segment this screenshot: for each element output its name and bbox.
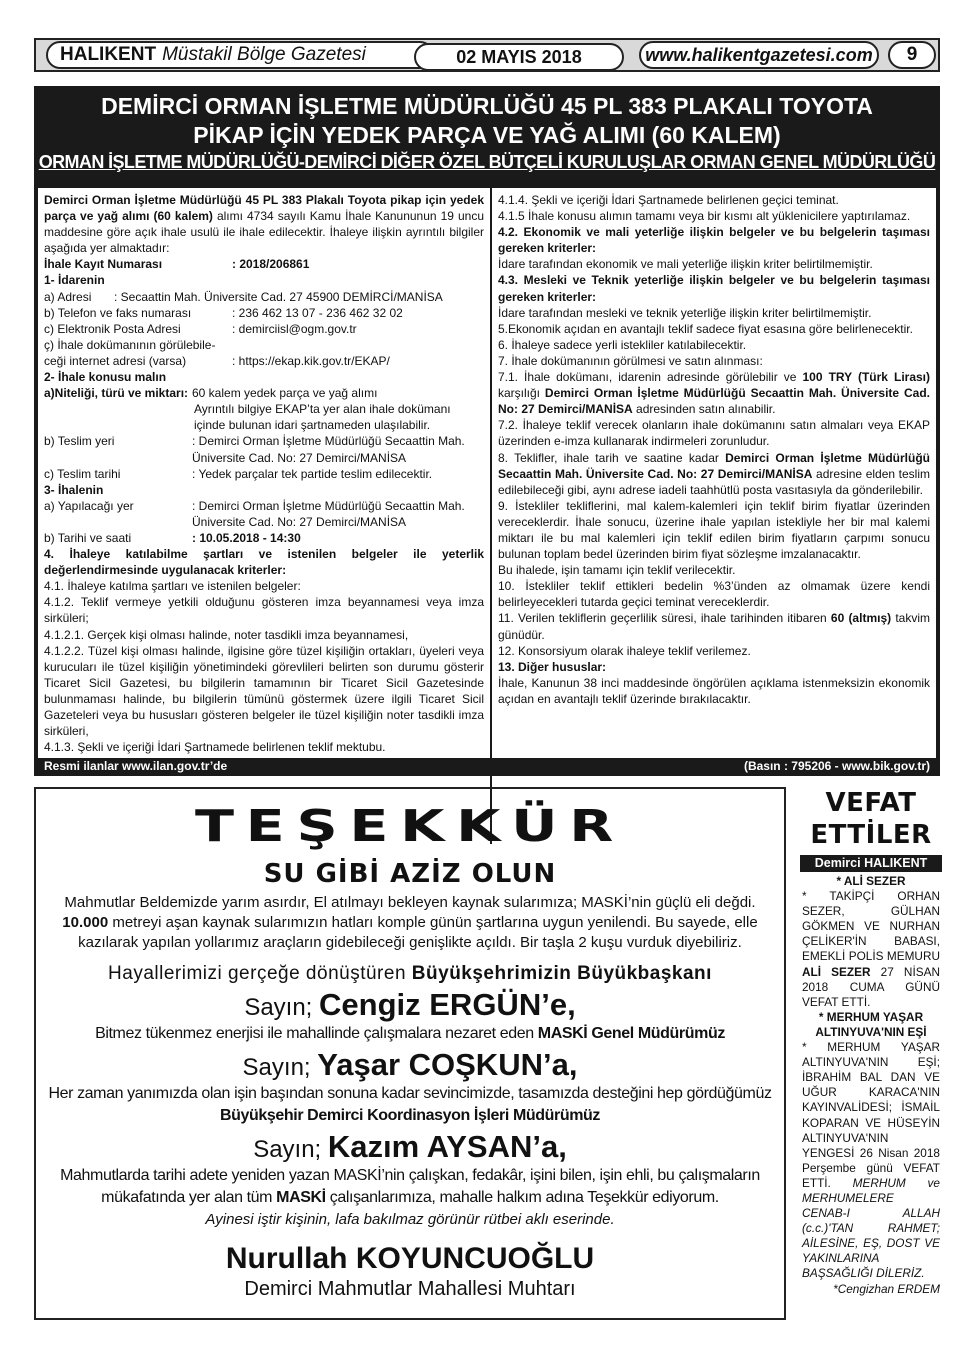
para-4-2-heading: 4.2. Ekonomik ve mali yeterliğe ilişkin belgeler ve bu belgelerin taşıması gereken kriterler: xyxy=(498,225,930,256)
adres-row xyxy=(44,289,484,305)
eposta-value: : demirciisl@ogm.gov.tr xyxy=(232,321,357,336)
teslim-yeri-value: : Demirci Orman İşletme Müdürlüğü Secaattin Mah. Üniversite Cad. No: 27 Demirci/MANİSA xyxy=(192,434,465,465)
koordinasyon-line: Büyükşehir Demirci Koordinasyon İşleri Müdürümüz xyxy=(220,1107,600,1124)
section-4-heading: 4. İhaleye katılabilme şartları ve istenilen belgeler ile yeterlik değerlendirmesinde uygulanacak kriterler: xyxy=(44,547,484,578)
para-4-1-5: 4.1.5 İhale konusu alımın tamamı veya bir kısmı alt yüklenicilere yaptırılamaz. xyxy=(498,209,911,224)
sayin-label: Sayın; xyxy=(253,1136,322,1163)
basin-reference: (Basın : 795206 - www.bik.gov.tr) xyxy=(743,759,930,773)
adres-value: : Secaattin Mah. Üniversite Cad. 27 45900 DEMİRCİ/MANİSA xyxy=(114,289,443,304)
para-13: 13. Diğer hususlar: xyxy=(498,659,607,674)
person-name-1: Cengiz ERGÜN xyxy=(319,987,542,1022)
person-name-2: Yaşar COŞKUN xyxy=(317,1047,543,1082)
para-11-a: 11. Verilen tekliflerin geçerlilik süresi, ihale tarihinden itibaren xyxy=(498,611,831,626)
hayal-line-a: Hayallerimizi gerçeğe dönüştüren xyxy=(108,963,412,984)
ekap-link[interactable]: : https://ekap.kik.gov.tr/EKAP/ xyxy=(232,353,390,368)
hayal-line-b: Büyükşehrimizin Büyükbaşkanı xyxy=(411,963,712,984)
teslim-yeri-row xyxy=(44,433,484,465)
tender-subtitle: ORMAN İŞLETME MÜDÜRLÜĞÜ-DEMİRCİ DİĞER ÖZEL BÜTÇELİ KURULUŞLAR ORMAN GENEL MÜDÜRLÜĞÜ xyxy=(38,152,936,172)
obituary-2-heading: * MERHUM YAŞAR ALTINYUVA'NIN EŞİ xyxy=(815,1009,927,1039)
resmi-ilan-link[interactable]: Resmi ilanlar www.ilan.gov.tr’de xyxy=(44,759,228,773)
newspaper-header xyxy=(34,38,940,72)
para-8-a: 8. Teklifler, ihale tarih ve saatine kadar xyxy=(498,450,726,465)
para-7: 7. İhale dokümanının görülmesi ve satın alınması: xyxy=(498,353,763,368)
adres-label: a) Adresi xyxy=(44,289,92,304)
tender-intro-rest: alımı 4734 sayılı Kamu İhale Kanununun 19 uncu maddesine göre açık ihale usulü ile ihale edilecektir. İhaleye ilişkin ayrıntılı bilgiler aşağıda yer almaktadır: xyxy=(44,209,485,256)
kayit-value: : 2018/206861 xyxy=(232,257,310,272)
tender-title xyxy=(34,86,940,150)
tender-footer xyxy=(34,758,940,776)
thanks-intro-rest: metreyi aşan kaynak sularımızın hatları komple günün şartlarına uygun yenilendi. Bu sayede, elle kazılarak yapılan yollarımız araçların gidebileceği genişlikte açıldı. Bir taşla 2 kuşu vurduk diyebiliriz. xyxy=(78,914,758,951)
eposta-row xyxy=(44,321,484,337)
thanks-subtitle: SU GİBİ AZİZ OLUN xyxy=(263,859,557,889)
obituary-title xyxy=(800,787,942,851)
obituary-title-line-1: VEFAT xyxy=(825,788,917,818)
para-4-3-body: İdare tarafından mesleki ve teknik yeterliğe ilişkin kriter belirtilmemiştir. xyxy=(498,305,872,320)
telefon-value: : 236 462 13 07 - 236 462 32 02 xyxy=(232,305,403,320)
para-10: 10. İstekliler teklif ettikleri bedelin %3’ünden az olmamak üzere kendi belirleyecekleri tutarda geçici teminat vereceklerdir. xyxy=(498,579,930,610)
para-9-b: Bu ihalede, işin tamamı için teklif verilecektir. xyxy=(498,563,736,578)
mahmutlar-line-2-a: mükafatında yer alan tüm xyxy=(101,1189,277,1206)
para-4-2-body: İdare tarafından ekonomik ve mali yeterliğe ilişkin kriter belirtilmemiştir. xyxy=(498,257,873,272)
obituary-2-body: * MERHUM YAŞAR ALTINYUVA'NIN EŞİ; İBRAHİM BAL DAN VE UĞUR KARACA'NIN KAYINVALİDESİ; İSMAİL KOPARAN VE HÜSEYİN ALTINYUVA'NIN YENGESİ 26 Nisan 2018 Perşembe günü VEFAT ETTİ. xyxy=(802,1040,940,1190)
para-4-1-2: 4.1.2. Teklif vermeye yetkili olduğunu gösteren imza beyannamesi veya imza sirküleri; xyxy=(44,595,484,626)
maski-line xyxy=(36,1023,784,1045)
para-5: 5.Ekonomik açıdan en avantajlı teklif sadece fiyat esasına göre belirlenecektir. xyxy=(498,321,913,336)
tender-body xyxy=(38,188,936,844)
obituary-2-condolence: MERHUM ve MERHUMELERE CENAB-I ALLAH (c.c.)'TAN RAHMET; AİLESİNE, EŞ, DOST VE YAKINLARINA BAŞSAĞLIĞI DİLERİZ. xyxy=(802,1175,940,1281)
tender-notice xyxy=(34,86,940,776)
web-label-line-2: ceği internet adresi (varsa) xyxy=(44,353,187,368)
validity-days: 60 (altmış) xyxy=(830,611,892,626)
obituary-1-name: ALİ SEZER xyxy=(802,964,871,979)
teslim-tarihi-value: : Yedek parçalar tek partide teslim edilecektir. xyxy=(192,466,433,481)
hayal-line xyxy=(36,963,784,985)
para-7-2: 7.2. İhaleye teklif verecek olanların ihale dokümanını satın almaları veya EKAP üzerinden e-imza kullanarak indirmeleri zorunludur. xyxy=(498,418,930,449)
nitelik-row xyxy=(44,385,484,401)
kayit-row xyxy=(44,256,484,272)
signer-role: Demirci Mahmutlar Mahallesi Muhtarı xyxy=(244,1278,576,1300)
sayin-line-2 xyxy=(36,1047,784,1083)
obituary-column xyxy=(800,787,942,1320)
mahmutlar-line-2 xyxy=(36,1187,784,1209)
document-fee: 100 TRY (Türk Lirası) xyxy=(802,370,931,385)
tender-title-line-2: PİKAP İÇİN YEDEK PARÇA VE YAĞ ALIMI (60 KALEM) xyxy=(193,122,781,148)
tender-right-column xyxy=(498,192,930,707)
mahmutlar-line-2-b: MASKİ xyxy=(276,1189,326,1206)
page-number: 9 xyxy=(888,41,936,69)
person-suffix-1: ’e, xyxy=(541,987,576,1022)
paper-tagline: Müstakil Bölge Gazetesi xyxy=(162,44,366,65)
person-name-3: Kazım AYSAN xyxy=(327,1129,533,1164)
telefon-label: b) Telefon ve faks numarası xyxy=(44,305,192,320)
support-line: Her zaman yanımızda olan işin başından sonuna kadar sevincimizde, tasamızda desteğini hep gördüğümüz xyxy=(48,1085,772,1102)
section-2-heading: 2- İhale konusu malın xyxy=(44,370,167,385)
para-11-c: takvim günüdür. xyxy=(498,611,930,642)
para-7-1 xyxy=(498,369,930,417)
yer-label: a) Yapılacağı yer xyxy=(44,498,134,513)
maski-line-a: Bitmez tükenmez enerjisi ile mahallinde çalışmalara nezaret eden xyxy=(95,1025,538,1042)
para-9: 9. İstekliler tekliflerini, mal kalem-kalemleri için teklif birim fiyatlar üzerinden vereceklerdir. İhale sonucu, üzerine ihale yapılan istekliyle her bir mal kalemi miktarı ile bu mal kalemleri için teklif edilen birim fiyatların çarpımı sonucu bulunan toplam bedel üzerinden birim fiyat sözleşme imzalanacaktır. xyxy=(498,498,930,562)
obituary-1-c: 27 NİSAN 2018 CUMA GÜNÜ VEFAT ETTİ. xyxy=(802,964,940,1009)
para-4-1-4: 4.1.4. Şekli ve içeriği İdari Şartnamede belirlenen geçici teminat. xyxy=(498,193,839,207)
person-suffix-2: ’a, xyxy=(542,1047,578,1082)
para-11 xyxy=(498,610,930,642)
para-7-1-c: karşılığı xyxy=(498,386,545,401)
para-6: 6. İhaleye sadece yerli istekliler katılabilecektir. xyxy=(498,337,747,352)
obituary-signature: *Cengizhan ERDEM xyxy=(833,1281,940,1296)
quote: Ayinesi iştir kişinin, lafa bakılmaz görünür rütbei aklı eserinde. xyxy=(205,1211,615,1228)
thanks-intro xyxy=(36,893,784,953)
obituary-title-line-2: ETTİLER xyxy=(810,820,932,850)
para-8-c: adresine elden teslim edilebileceği gibi, aynı adrese iadeli taahhütlü posta vasıtasıyla da gönderilebilir. xyxy=(498,466,931,497)
tarih-row xyxy=(44,530,484,546)
yer-row xyxy=(44,498,484,530)
teslim-tarihi-label: c) Teslim tarihi xyxy=(44,466,121,481)
obituary-bar: Demirci HALIKENT xyxy=(800,855,942,872)
tarih-label: b) Tarihi ve saati xyxy=(44,530,132,545)
eposta-label: c) Elektronik Posta Adresi xyxy=(44,321,181,336)
signer-name: Nurullah KOYUNCUOĞLU xyxy=(225,1242,595,1275)
mahmutlar-line-1: Mahmutlarda tarihi adete yeniden yazan MASKİ’nin çalışkan, fedakâr, işini bilen, işin ehli, bu çalışmaların xyxy=(60,1167,760,1184)
web-label-line-1: ç) İhale dokümanının görülebile- xyxy=(44,337,216,352)
para-4-1-2-2: 4.1.2.2. Tüzel kişi olması halinde, ilgisine göre tüzel kişiliğin ortakları, üyeleri veya kurucuları ile tüzel kişiliğin yönetimindeki görevlileri belirten son durumu gösterir Ticaret Sicil Gazetesi, bu bilgilerin tamamının bir Ticaret Sicil Gazetesinde bulunmaması halinde, bu bilgilerin tümünü göstermek üzere ilgili Ticaret Sicil Gazeteleri veya bu hususları gösteren belgeler ile tüzel kişiliğin noter tasdikli imza sirküleri, xyxy=(44,643,484,739)
para-4-1-2-1: 4.1.2.1. Gerçek kişi olması halinde, noter tasdikli imza beyannamesi, xyxy=(44,627,409,642)
thanks-intro-line-1: Mahmutlar Beldemizde yarım asırdır, El atılmayı bekleyen kaynak sularımıza; MASKİ’nin güçlü eli değdi. xyxy=(64,894,756,911)
submission-address: Demirci Orman İşletme Müdürlüğü Secaattin Mah. Üniversite Cad. No: 27 Demirci/MANİSA xyxy=(498,450,930,481)
kayit-label: İhale Kayıt Numarası xyxy=(44,257,163,272)
section-1-heading: 1- İdarenin xyxy=(44,273,105,288)
sayin-label: Sayın; xyxy=(244,994,313,1021)
obituary-text xyxy=(800,874,942,1297)
tender-intro xyxy=(44,192,484,256)
tarih-value: : 10.05.2018 - 14:30 xyxy=(192,530,301,545)
para-4-1: 4.1. İhaleye katılma şartları ve istenilen belgeler: xyxy=(44,579,301,594)
section-3-heading: 3- İhalenin xyxy=(44,482,104,497)
tender-intro-bold: Demirci Orman İşletme Müdürlüğü 45 PL 383 Plakalı Toyota pikap için yedek parça ve yağ alımı (60 kalem) xyxy=(44,193,484,224)
para-8 xyxy=(498,450,930,498)
para-7-1-e: adresinden satın alınabilir. xyxy=(632,402,776,417)
teslim-tarihi-row xyxy=(44,466,484,482)
purchase-address: Demirci Orman İşletme Müdürlüğü Secaattin Mah. Üniversite Cad. No: 27 Demirci/MANİSA xyxy=(498,386,930,417)
sayin-line-3 xyxy=(36,1129,784,1165)
para-12: 12. Konsorsiyum olarak ihaleye teklif verilemez. xyxy=(498,643,751,658)
nitelik-detail: Ayrıntılı bilgiye EKAP’ta yer alan ihale dokümanı içinde bulunan idari şartnameden ulaşılabilir. xyxy=(194,402,451,433)
tender-title-line-1: DEMİRCİ ORMAN İŞLETME MÜDÜRLÜĞÜ 45 PL 383 PLAKALI TOYOTA xyxy=(101,93,873,119)
person-suffix-3: ’a, xyxy=(532,1129,567,1164)
issue-date: 02 MAYIS 2018 xyxy=(414,43,624,71)
thanks-ad xyxy=(34,787,786,1320)
para-13-b: İhale, Kanunun 38 inci maddesinde öngörülen açıklama istenmeksizin ekonomik açıdan en avantajlı teklif üzerinde bırakılacaktır. xyxy=(498,675,930,706)
obituary-1-heading: * ALİ SEZER xyxy=(836,874,906,888)
column-divider xyxy=(490,188,492,844)
sayin-label: Sayın; xyxy=(242,1054,311,1081)
nitelik-value: 60 kalem yedek parça ve yağ alımı xyxy=(192,386,378,401)
mahmutlar-line-2-c: çalışanlarımıza, mahalle halkım adına Teşekkür ediyorum. xyxy=(325,1189,719,1206)
yer-value: : Demirci Orman İşletme Müdürlüğü Secaattin Mah. Üniversite Cad. No: 27 Demirci/MANİSA xyxy=(192,498,465,529)
teslim-yeri-label: b) Teslim yeri xyxy=(44,434,115,449)
thanks-title: TEŞEKKÜR xyxy=(194,801,626,852)
sayin-line-1 xyxy=(36,987,784,1023)
obituary-1-a: * TAKİPÇİ ORHAN SEZER, GÜLHAN GÖKMEN VE NURHAN ÇELİKER'İN BABASI, EMEKLİ POLİS MEMURU xyxy=(802,889,940,964)
para-4-3-heading: 4.3. Mesleki ve Teknik yeterliğe ilişkin belgeler ve bu belgelerin taşıması gereken kriterler: xyxy=(498,273,930,304)
maski-line-b: MASKİ Genel Müdürümüz xyxy=(537,1025,725,1042)
pipe-length: 10.000 xyxy=(62,914,109,931)
tender-left-column xyxy=(44,192,484,755)
para-7-1-a: 7.1. İhale dokümanı, idarenin adresinde görülebilir ve xyxy=(498,370,803,385)
nitelik-label: a)Niteliği, türü ve miktarı: xyxy=(44,386,189,401)
website-link[interactable]: www.halikentgazetesi.com xyxy=(639,41,879,69)
telefon-row xyxy=(44,305,484,321)
web-row xyxy=(44,353,484,369)
para-4-1-3: 4.1.3. Şekli ve içeriği İdari Şartnamede belirlenen teklif mektubu. xyxy=(44,740,386,755)
paper-name: HALIKENT xyxy=(60,44,157,65)
paper-name-pill xyxy=(46,41,434,69)
